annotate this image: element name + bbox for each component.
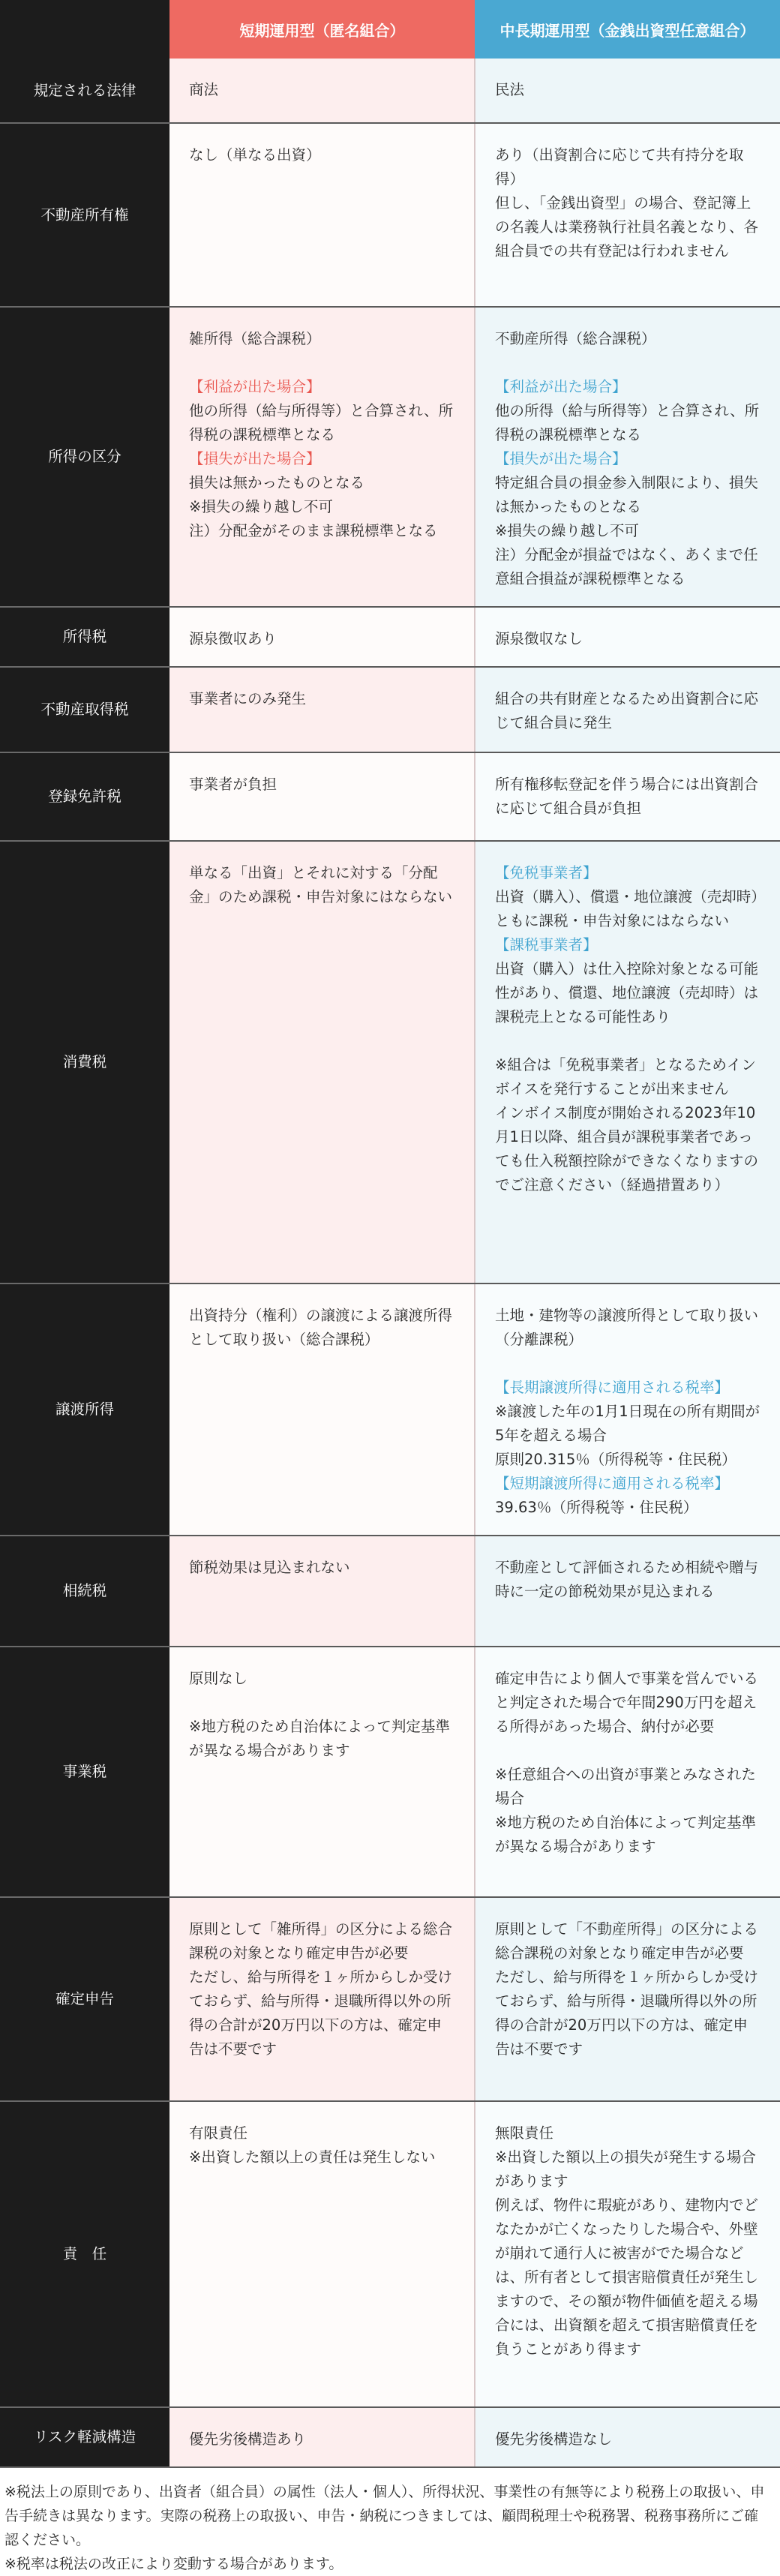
- cell-text: 不動産所得（総合課税）: [495, 330, 656, 347]
- short-term-cell: 事業者にのみ発生: [170, 667, 475, 752]
- row-income-tax: [0, 607, 780, 667]
- short-term-cell: 事業者が負担: [170, 752, 475, 841]
- loss-heading: 【損失が出た場合】: [495, 450, 627, 467]
- cell-text: ※譲渡した年の1月1日現在の所有期間が5年を超える場合 原則20.315％（所得税等・住民税）: [495, 1403, 760, 1468]
- row-income-category: [0, 307, 780, 607]
- row-label: 不動産所有権: [0, 123, 170, 307]
- header-long-term: 中長期運用型（金銭出資型任意組合）: [475, 0, 780, 59]
- long-term-cell: 源泉徴収なし: [475, 607, 780, 667]
- cell-text: 出資（購入）、償還・地位譲渡（売却時）ともに課税・申告対象にはならない: [495, 888, 759, 929]
- short-term-cell: 優先劣後構造あり: [170, 2407, 475, 2467]
- header-short-term: 短期運用型（匿名組合）: [170, 0, 475, 59]
- short-term-cell: 単なる「出資」とそれに対する「分配金」のため課税・申告対象にはならない: [170, 841, 475, 1283]
- short-term-cell: 出資持分（権利）の譲渡による譲渡所得として取り扱い（総合課税）: [170, 1283, 475, 1536]
- profit-heading: 【利益が出た場合】: [495, 378, 627, 395]
- row-label: 不動産取得税: [0, 667, 170, 752]
- row-ownership: [0, 123, 780, 307]
- row-label: 譲渡所得: [0, 1283, 170, 1536]
- row-label: 消費税: [0, 841, 170, 1283]
- long-term-cell: 確定申告により個人で事業を営んでいると判定された場合で年間290万円を超える所得があった場合、納付が必要 ※任意組合への出資が事業とみなされた場合 ※地方税のため自治体によって判定基準が異なる場合があります: [475, 1647, 780, 1897]
- profit-heading: 【利益が出た場合】: [189, 378, 321, 395]
- table-header-row: [0, 0, 780, 59]
- cell-text: 雑所得（総合課税）: [189, 330, 321, 347]
- footnote: ※税率は税法の改正により変動する場合があります。: [4, 2556, 344, 2572]
- row-registration-tax: [0, 752, 780, 841]
- short-term-cell: 節税効果は見込まれない: [170, 1536, 475, 1647]
- cell-text: 39.63％（所得税等・住民税）: [495, 1499, 698, 1516]
- row-label: 所得税: [0, 607, 170, 667]
- short-term-cell: 原則として「雑所得」の区分による総合課税の対象となり確定申告が必要 ただし、給与所得を１ヶ所からしか受けておらず、給与所得・退職所得以外の所得の合計が20万円以下の方は、確定申告は不要です: [170, 1897, 475, 2101]
- long-term-cell: 無限責任 ※出資した額以上の損失が発生する場合があります 例えば、物件に瑕疵があり、建物内でどなたかが亡くなったりした場合や、外壁が崩れて通行人に被害がでた場合などは、所有者として損害賠償責任が発生しますので、その額が物件価値を超える場合には、出資額を超えて損害賠償責任を負うことがあり得ます: [475, 2101, 780, 2407]
- short-term-cell: なし（単なる出資）: [170, 123, 475, 307]
- short-term-cell: 源泉徴収あり: [170, 607, 475, 667]
- footnote: ※税法上の原則であり、出資者（組合員）の属性（法人・個人）、所得状況、事業性の有無等により税務上の取扱い、申告手続きは異なります。実際の税務上の取扱い、申告・納税につきましては、顧問税理士や税務署、税務事務所にご確認ください。: [4, 2484, 765, 2548]
- row-tax-return: [0, 1897, 780, 2101]
- long-term-rate-heading: 【長期譲渡所得に適用される税率】: [495, 1379, 730, 1396]
- tax-exempt-heading: 【免税事業者】: [495, 864, 598, 881]
- cell-text: 出資（購入）は仕入控除対象となる可能性があり、償還、地位譲渡（売却時）は課税売上となる可能性あり ※組合は「免税事業者」となるためインボイスを発行することが出来ません インボイス制度が開始される2023年10月1日以降、組合員が課税事業者であっても仕入税額控除ができなくなりますのでご注意ください（経過措置あり）: [495, 960, 759, 1193]
- row-acquisition-tax: [0, 667, 780, 752]
- row-label: 事業税: [0, 1647, 170, 1897]
- row-label: 規定される法律: [0, 59, 170, 123]
- row-label: 所得の区分: [0, 307, 170, 607]
- long-term-cell: 組合の共有財産となるため出資割合に応じて組合員に発生: [475, 667, 780, 752]
- row-capital-gains: [0, 1283, 780, 1536]
- row-liability: [0, 2101, 780, 2407]
- row-label: 責 任: [0, 2101, 170, 2407]
- cell-text: 他の所得（給与所得等）と合算され、所得税の課税標準となる: [189, 402, 454, 443]
- row-risk-structure: [0, 2407, 780, 2467]
- cell-text: 土地・建物等の譲渡所得として取り扱い（分離課税）: [495, 1307, 759, 1348]
- short-term-cell: [170, 307, 475, 607]
- row-business-tax: [0, 1647, 780, 1897]
- long-term-cell: 民法: [475, 59, 780, 123]
- short-term-cell: 原則なし ※地方税のため自治体によって判定基準が異なる場合があります: [170, 1647, 475, 1897]
- short-term-cell: 有限責任 ※出資した額以上の責任は発生しない: [170, 2101, 475, 2407]
- cell-text: 損失は無かったものとなる ※損失の繰り越し不可 注）分配金がそのまま課税標準となる: [189, 474, 438, 539]
- loss-heading: 【損失が出た場合】: [189, 450, 321, 467]
- long-term-cell: あり（出資割合に応じて共有持分を取得） 但し、「金銭出資型」の場合、登記簿上の名義人は業務執行社員名義となり、各組合員での共有登記は行われません: [475, 123, 780, 307]
- cell-text: 他の所得（給与所得等）と合算され、所得税の課税標準となる: [495, 402, 760, 443]
- row-law: [0, 59, 780, 123]
- row-inheritance-tax: [0, 1536, 780, 1647]
- long-term-cell: 優先劣後構造なし: [475, 2407, 780, 2467]
- cell-text: 特定組合員の損金参入制限により、損失は無かったものとなる ※損失の繰り越し不可 注）分配金が損益ではなく、あくまで任意組合損益が課税標準となる: [495, 474, 759, 587]
- row-consumption-tax: [0, 841, 780, 1283]
- footnotes: [0, 2468, 780, 2576]
- long-term-cell: [475, 1283, 780, 1536]
- long-term-cell: 所有権移転登記を伴う場合には出資割合に応じて組合員が負担: [475, 752, 780, 841]
- row-label: 登録免許税: [0, 752, 170, 841]
- row-label: 相続税: [0, 1536, 170, 1647]
- long-term-cell: 不動産として評価されるため相続や贈与時に一定の節税効果が見込まれる: [475, 1536, 780, 1647]
- short-term-cell: 商法: [170, 59, 475, 123]
- taxable-heading: 【課税事業者】: [495, 936, 598, 953]
- header-blank-cell: [0, 0, 170, 59]
- short-term-rate-heading: 【短期譲渡所得に適用される税率】: [495, 1475, 730, 1492]
- row-label: リスク軽減構造: [0, 2407, 170, 2467]
- row-label: 確定申告: [0, 1897, 170, 2101]
- long-term-cell: [475, 307, 780, 607]
- long-term-cell: 原則として「不動産所得」の区分による総合課税の対象となり確定申告が必要 ただし、給与所得を１ヶ所からしか受けておらず、給与所得・退職所得以外の所得の合計が20万円以下の方は、確定申告は不要です: [475, 1897, 780, 2101]
- long-term-cell: [475, 841, 780, 1283]
